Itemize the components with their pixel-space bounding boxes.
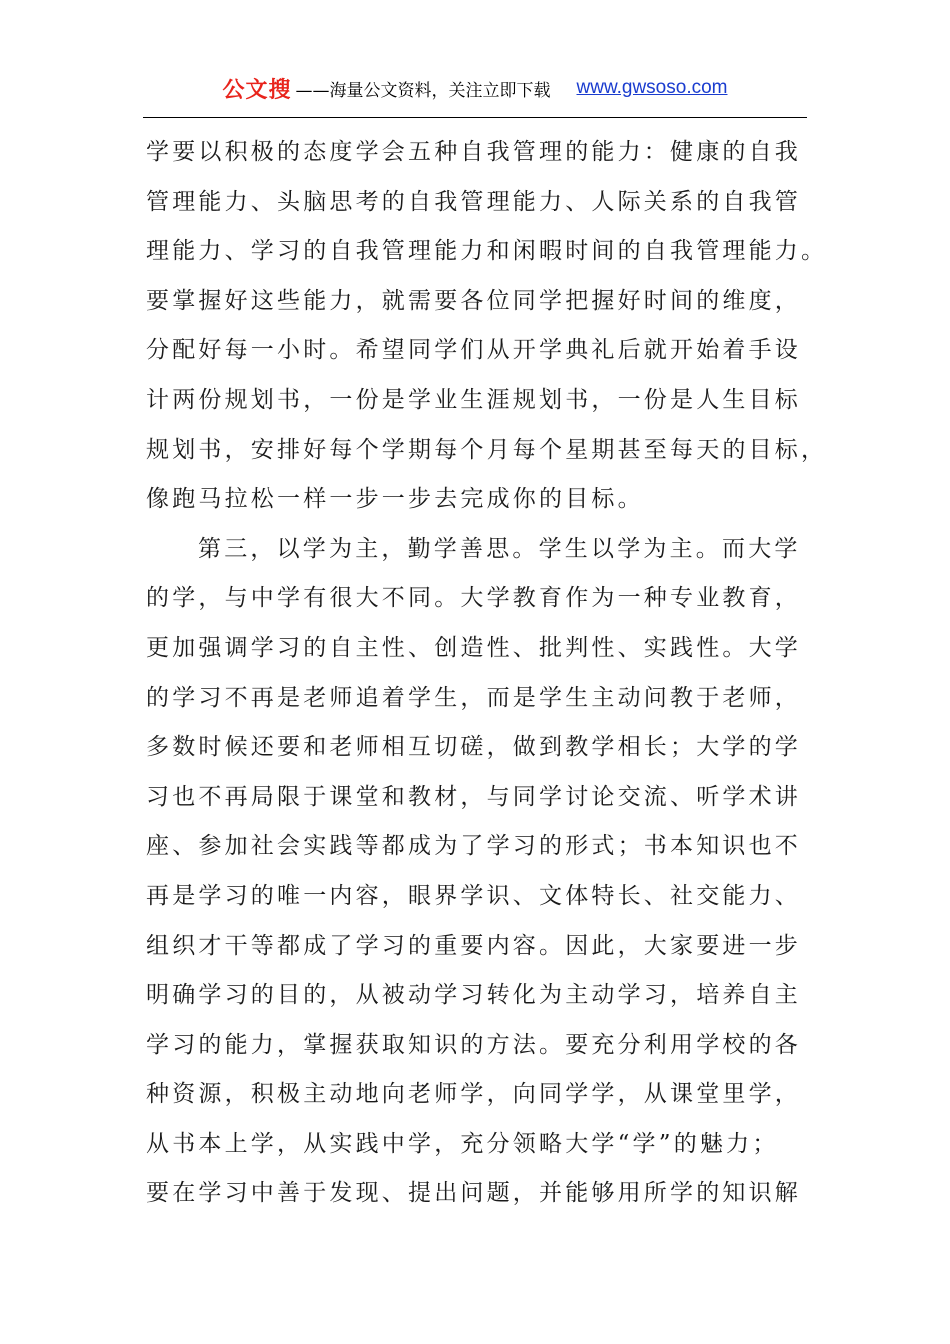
text-line: 管理能力、头脑思考的自我管理能力、人际关系的自我管: [146, 188, 801, 215]
text-line: 理能力、学习的自我管理能力和闲暇时间的自我管理能力。: [146, 238, 828, 265]
text-line: 的学习不再是老师追着学生，而是学生主动问教于老师，: [146, 684, 801, 711]
text-line: 计两份规划书，一份是学业生涯规划书，一份是人生目标: [146, 386, 801, 413]
text-line: 要掌握好这些能力，就需要各位同学把握好时间的维度，: [146, 287, 801, 314]
paragraph: [146, 128, 828, 525]
text-line: 种资源，积极主动地向老师学，向同学学，从课堂里学，: [146, 1081, 801, 1108]
website-link[interactable]: www.gwsoso.com: [576, 77, 728, 98]
header-divider: [143, 117, 807, 118]
brand-logo: 公文搜: [222, 77, 292, 103]
text-line: 习也不再局限于课堂和教材，与同学讨论交流、听学术讲: [146, 783, 801, 810]
text-line: 像跑马拉松一样一步一步去完成你的目标。: [146, 486, 644, 513]
text-line: 更加强调学习的自主性、创造性、批判性、实践性。大学: [146, 634, 801, 661]
text-line: 明确学习的目的，从被动学习转化为主动学习，培养自主: [146, 982, 801, 1009]
text-line: 从书本上学，从实践中学，充分领略大学“学”的魅力；: [146, 1130, 779, 1157]
text-line: 规划书，安排好每个学期每个月每个星期甚至每天的目标，: [146, 436, 828, 463]
text-line: 学要以积极的态度学会五种自我管理的能力：健康的自我: [146, 139, 801, 165]
page-header: [143, 70, 807, 106]
text-line: 组织才干等都成了学习的重要内容。因此，大家要进一步: [146, 932, 801, 959]
document-body: [146, 128, 828, 1219]
text-line: 再是学习的唯一内容，眼界学识、文体特长、社交能力、: [146, 882, 801, 909]
text-line: 多数时候还要和老师相互切磋，做到教学相长；大学的学: [146, 734, 801, 761]
paragraph: [146, 525, 816, 1219]
text-line: 要在学习中善于发现、提出问题，并能够用所学的知识解: [146, 1180, 801, 1207]
text-line: 的学，与中学有很大不同。大学教育作为一种专业教育，: [146, 585, 801, 612]
text-line: 分配好每一小时。希望同学们从开学典礼后就开始着手设: [146, 337, 801, 364]
text-line-indented: 第三，以学为主，勤学善思。学生以学为主。而大学: [198, 535, 801, 562]
header-tagline: ——海量公文资料，关注立即下载: [295, 80, 551, 101]
text-line: 学习的能力，掌握获取知识的方法。要充分利用学校的各: [146, 1031, 801, 1058]
text-line: 座、参加社会实践等都成为了学习的形式；书本知识也不: [146, 833, 801, 860]
